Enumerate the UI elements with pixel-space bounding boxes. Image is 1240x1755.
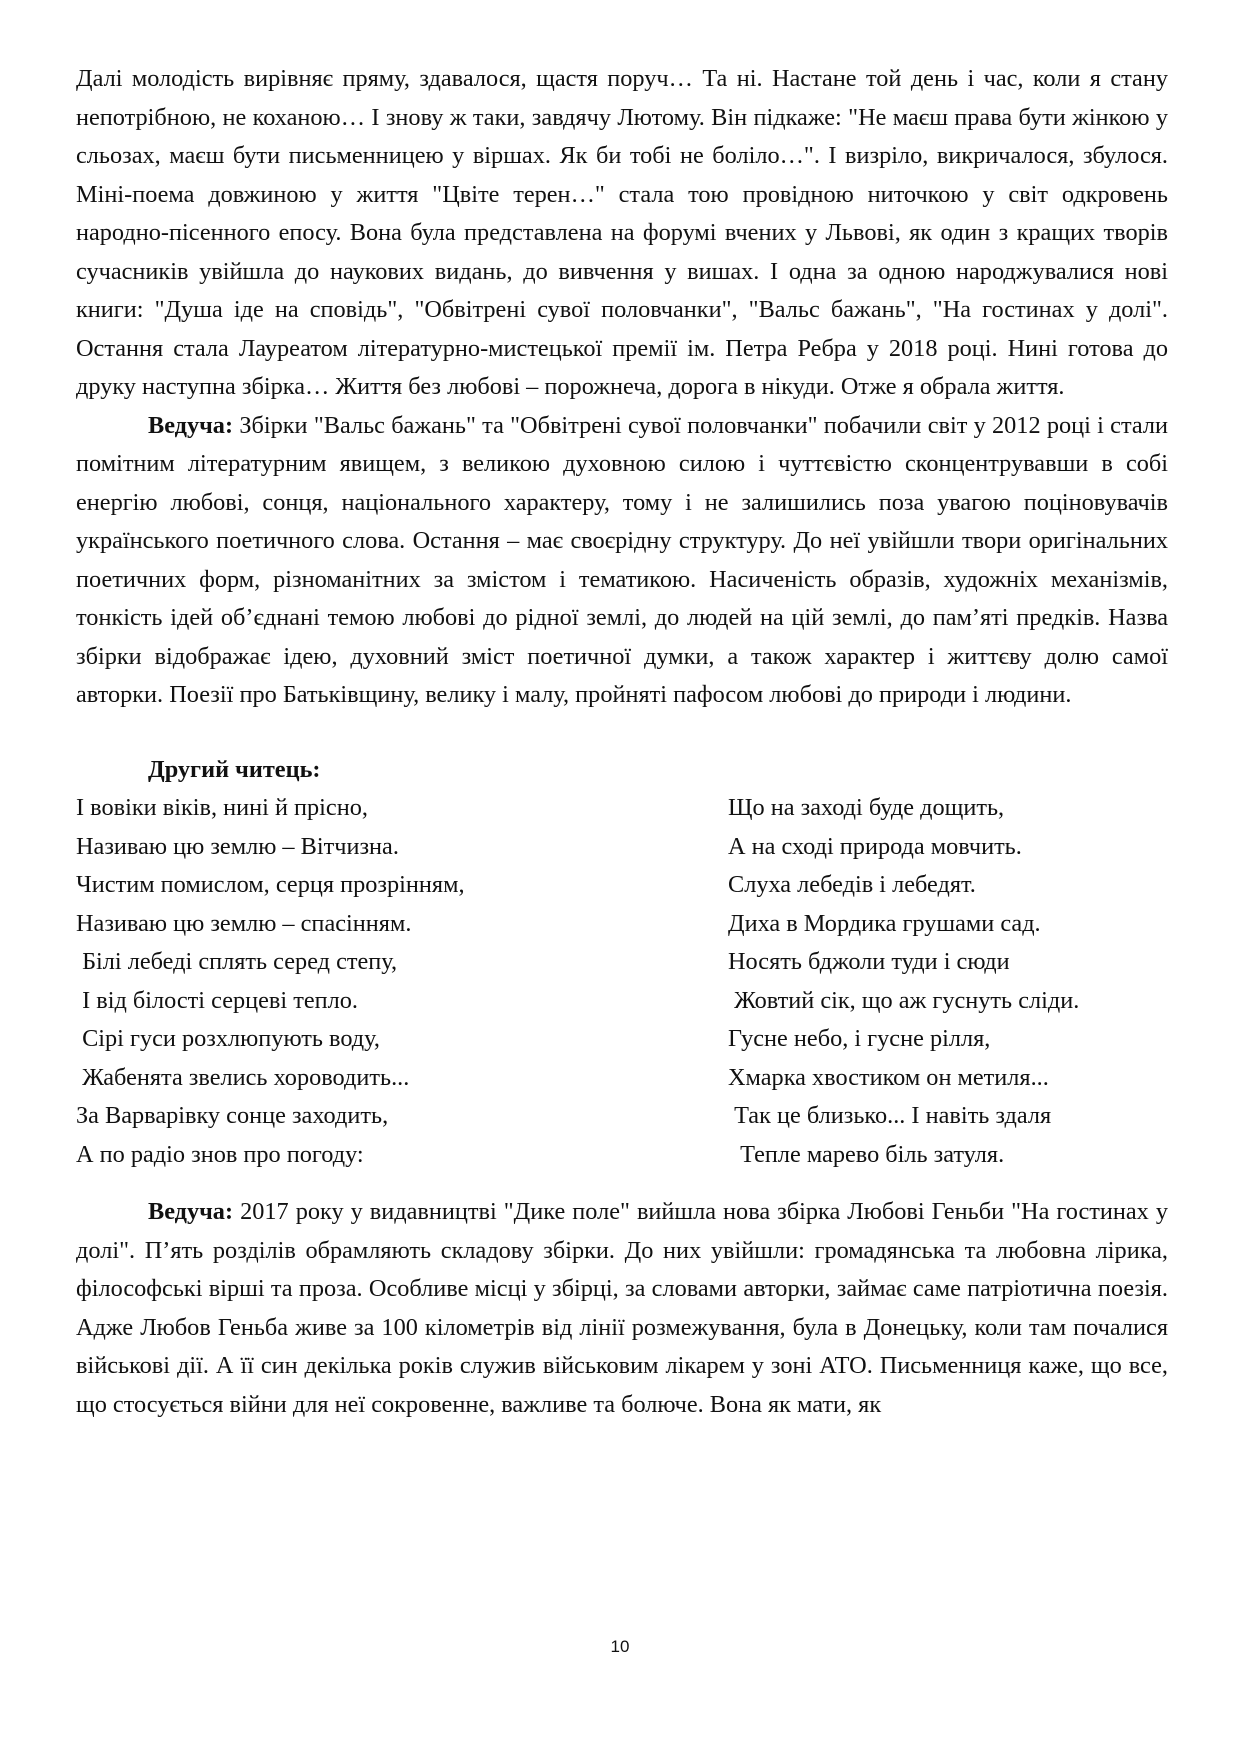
poem-line: Слуха лебедів і лебедят. bbox=[728, 871, 976, 898]
poem-line: А на сході природа мовчить. bbox=[728, 832, 1022, 860]
poem-line: Сірі гуси розхлюпують воду, bbox=[76, 1025, 380, 1052]
spacer bbox=[76, 1177, 1168, 1193]
poem-line: Носять бджоли туди і сюди bbox=[728, 948, 1010, 975]
poem-left-column bbox=[76, 789, 465, 1174]
poem-line: Називаю цю землю – Вітчизна. bbox=[76, 832, 399, 860]
poem-line: Гусне небо, і гусне рілля, bbox=[728, 1025, 991, 1052]
poem-line: А по радіо знов про погоду: bbox=[76, 1140, 364, 1168]
poem-line: За Варварівку сонце заходить, bbox=[76, 1102, 389, 1129]
poem-line: Так це близько... І навіть здаля bbox=[728, 1102, 1052, 1129]
paragraph-2-text: Збірки "Вальс бажань" та "Обвітрені сувої половчанки" побачили світ у 2012 році і стали помітним літературним явищем, з великою духовною силою і чуттєвістю сконцентрувавши в собі енергію любові, сонця, національного характеру, тому і не залишились поза увагою поціновувачів українського поетичного слова. Остання – має своєрідну структуру. До неї увійшли твори оригінальних поетичних форм, різноманітних за змістом і тематикою. Насиченість образів, художніх механізмів, тонкість ідей об’єднані темою любові до рідної землі, до людей на цій землі, до пам’яті предків. Назва збірки відображає ідею, духовний зміст поетичної думки, а також характер і життєву долю самої авторки. Поезії про Батьківщину, велику і малу, пройняті пафосом любові до природи і людини. bbox=[76, 411, 1168, 708]
poem-line: Чистим помислом, серця прозрінням, bbox=[76, 871, 465, 898]
host-label: Ведуча: bbox=[148, 1198, 234, 1225]
poem-line: Жабенята звелись хороводить... bbox=[76, 1063, 410, 1091]
poem-line: Тепле марево біль затуля. bbox=[728, 1140, 1005, 1168]
poem-line: Називаю цю землю – спасінням. bbox=[76, 909, 412, 937]
page-body bbox=[76, 60, 1168, 1424]
host-label: Ведуча: bbox=[148, 411, 234, 439]
poem-line: Хмарка хвостиком он метиля... bbox=[728, 1063, 1049, 1091]
poem-line: Диха в Мордика грушами сад. bbox=[728, 909, 1041, 937]
poem-line: І вовіки віків, нині й прісно, bbox=[76, 794, 368, 821]
poem-right-column bbox=[728, 789, 1079, 1174]
paragraph-2 bbox=[76, 407, 1168, 715]
second-reader-heading: Другий читець: bbox=[148, 755, 321, 783]
poem-line: Жовтий сік, що аж гуснуть сліди. bbox=[728, 986, 1080, 1014]
poem-line: І від білості серцеві тепло. bbox=[76, 986, 358, 1014]
poem bbox=[76, 789, 1168, 1177]
paragraph-3 bbox=[76, 1193, 1168, 1424]
paragraph-1: Далі молодість вирівняє пряму, здавалося, щастя поруч… Та ні. Настане той день і час, коли я стану непотрібною, не коханою… І знову ж таки, завдячу Лютому. Він підкаже: "Не маєш права бути жінкою у сльозах, маєш бути письменницею у віршах. Як би тобі не боліло…". І визріло, викричалося, збулося. Міні-поема довжиною у життя "Цвіте терен…" стала тою провідною ниточкою у світ одкровень народно-пісенного епосу. Вона була представлена на форумі вчених у Львові, як один з кращих творів сучасників увійшла до наукових видань, до вивчення у вишах. І одна за одною народжувалися нові книги: "Душа іде на сповідь", "Обвітрені сувої половчанки", "Вальс бажань", "На гостинах у долі". Остання стала Лауреатом літературно-мистецької премії ім. Петра Ребра у 2018 році. Нині готова до друку наступна збірка… Життя без любові – порожнеча, дорога в нікуди. Отже я обрала життя. bbox=[76, 65, 1168, 400]
poem-line: Що на заході буде дощить, bbox=[728, 794, 1005, 821]
page-number: 10 bbox=[610, 1637, 630, 1656]
poem-line: Білі лебеді сплять серед степу, bbox=[76, 948, 398, 975]
paragraph-3-text: 2017 року у видавництві "Дике поле" вийшла нова збірка Любові Геньби "На гостинах у долі". П’ять розділів обрамляють складову збірки. До них увійшли: громадянська та любовна лірика, філософські вірші та проза. Особливе місці у збірці, за словами авторки, займає саме патріотична поезія. Адже Любов Геньба живе за 100 кілометрів від лінії розмежування, була в Донецьку, коли там почалися військові дії. А її син декілька років служив військовим лікарем у зоні АТО. Письменниця каже, що все, що стосується війни для неї сокровенне, важливе та болюче. Вона як мати, як bbox=[76, 1198, 1168, 1418]
